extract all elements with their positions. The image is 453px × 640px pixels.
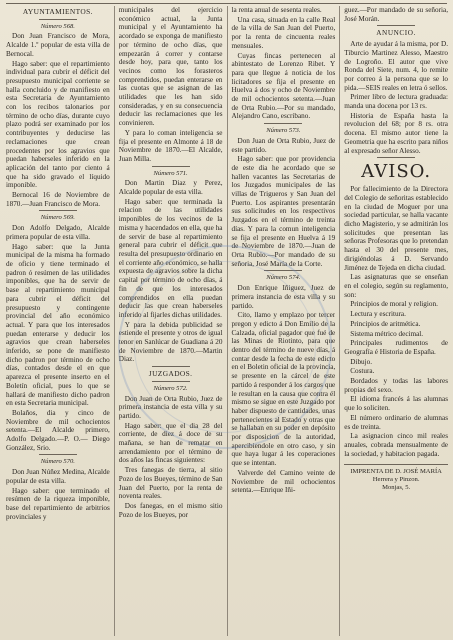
edict-text: Hago saber: que el repartimiento individual para cubrir el déficit del presupuesto municipal corriente se halla concluido y de manifiesto en esta Secretaria de Ayuntamiento con los recibos talonarios por término de ocho días, durante cuyo plazo podrá ser examinado por los contribuyentes y deducirse las reclamaciones que crean procedentes por los agravios que puedan haberseles inferido en la aplicación del tanto por ciento á que ha sido gravado el líquido imponible. [6,59,110,190]
edict-text: la renta anual de sesenta reales. [231,6,322,14]
aviso-subject: Lectura y escritura. [350,310,406,319]
aviso-text: Por fallecimiento de la Directora del Colegio de señoritas establecido en la ciudad de Moguer por una sociedad particular, se halla vacante dicho Magisterio, y se admitirán los solicitudes que presentan las señoras Profesoras que lo pretendan hasta el 30 del presente mes, dirigiéndolas á D. Servando Jiménez de Tejeda en dicha ciudad. [344,185,448,272]
aviso-subject: Principios de moral y religion. [350,300,438,309]
anuncio-text: Historia de España hasta la revolucion del 68; por 8 rs. otra docena. El mismo autor tiene la Geometria que ha escrito para niños al expresado señor Alesso. [344,111,448,155]
edict-text: Don Enrique Iñiguez, Juez de primera instancia de esta villa y su partido. [231,284,336,310]
aviso-subject: Sistema métrico decimal. [350,329,424,338]
aviso-subject: La asignacion cinco mil reales anuales, cobrada mensualmente de la sociedad, y habitacion pagada. [344,432,448,458]
divider [264,123,302,124]
edict-text: Cito, llamo y emplazo por tercer pregon y edicto á Don Emilio de la Calzada, oficial pagador que fué de las Minas de Riotinto, para que dentro del término de nueve días, á contar desde la fecha de este edicto en el Boletin oficial de la provincia, se presente en la cárcel de este partido á responder á los cargos que le resultan en la causa que contra él mismo se sigue en este Juzgado por haber dispuesto de cantidades, unas pertenecientes al Estado y otras que se hallaban en su poder en depósito por disposicion de la autoridad, apercibiendole en otro caso, y sin que haya lugar á les coperaciones que se intentan. [231,311,336,468]
anuncio-text: Arte de ayudar á la misma, por D. Tiburcio Martinez Alesso, Maestro de Logroño. El autor que vive Ronda del Siete, num. 4, lo remite por correo á la persona que se lo pida.—SEIS reales en letra ó sellos. [344,40,448,92]
aviso-subject: Principios de aritmética. [350,319,421,328]
aviso-subject: El número ordinario de alumnas es de treinta. [344,413,448,431]
edict-text: Don Adolfo Delgado, Alcalde primera popular de esta villa. [6,224,110,241]
edict-text: Don Martin Diaz y Perez, Alcalde popular de esta villa. [118,179,223,197]
aviso-subject: Principales rudimentos de Geografía é Historia de España. [344,339,448,356]
aviso-subject: Bordados y todas las labores propias del sexo. [344,377,448,394]
aviso-text: Las asignaturas que se enseñan en el colegio, según su reglamento, son: [344,273,448,299]
edict-text: Hago saber: que la Junta municipal de la misma ha formado de oficio y tiene terminado el padron ó resúmen de las utilidades imponibles, que ha de servir de base al repartimiento municipal para cubrir el déficit del presupuesto y contingente provincial del año económico actual. Y para que los interesados puedan enterarse y deducir los agravios que crean haberseles inferido, se pone de manifiesto dicho padron por término de ocho días, contados desde el en que aparezca el presente inserto en el Boletín oficial, pues lo que se hallará de manifiesto dicho padron en esta Secretaria municipal. [6,242,110,408]
edict-number: Número 569. [40,214,75,222]
column-3 [227,6,336,636]
section-title-ayuntamientos: AYUNTAMIENTOS. [22,7,93,16]
edict-text: Dos fanegas, en el mismo sitio Pozo de los Bueyes, por [118,501,223,519]
edict-text: Don Juan de Orta Rubio, Juez de este partido. [231,136,336,154]
anuncio-text: Primer libro de lectura graduada: manda una docena por 13 rs. [344,93,448,111]
column-4 [339,6,448,636]
edict-text: Don Juan de Orta Rubio, Juez de primera instancia de esta villa y su partido. [118,394,223,420]
edict-text: Y para lo coman inteligencia se fija el presente en Almonte á 18 de Noviembre de 1870.—El Alcalde, Juan Milla. [118,128,223,163]
divider [152,366,190,367]
edict-text: Tres fanegas de tierra, al sitio Pozo de los Bueyes, término de San Juan del Puerto, por la renta de noventa reales. [118,466,223,501]
columns [6,6,448,636]
edict-signature: Bolaños, dia y cinco de Noviembre de mil ochocientos setenta.—El Alcalde primero, Adolfo Delgado.—P. O.— Diego González, Srio. [6,408,110,452]
edict-text: Don Juan Francisco de Mora, Alcalde 1.º popular de esta villa de Bernocal. [6,32,110,58]
divider [39,210,77,211]
divider [152,166,190,167]
edict-number: Número 572. [153,384,188,392]
edict-number: Número 573. [266,127,301,135]
edict-text: Y para la debida publicidad se estiende el presente y otros de igual tenor en Sanlúcar de Guadiana á 20 de Noviembre de 1870.—Martin Diaz. [118,320,223,364]
edict-number: Número 571. [153,169,188,177]
edict-text: Valverde del Camino veinte de Noviembre de mil ochocientos setenta.—Enrique Iñi- [231,468,336,495]
printer-imprint [344,464,448,492]
section-title-juzgados: JUZGADOS. [148,369,193,379]
aviso-subject: El idioma francés á las alumnas que lo soliciten. [344,395,448,413]
imprint-line: IMPRENTA DE D. JOSÉ MARÍA Herrera y Pinzon. [350,468,442,484]
edict-text: Hago saber: que el dia 28 del corriente, de diez á doce de su mañana, se han de rematar en arrendamiento por el término de dos años las fincas siguientes: [118,421,223,465]
column-2 [114,6,223,636]
edict-number: Número 574. [266,274,301,282]
edict-text: Hago saber: que terminada la relacion de las utilidades imponibles de los vecinos de la misma y hacendados en ella, que ha de servir de base al repartimiento general para cubrir el déficit que resulta del presupuesto ordinario en el corriente año económico, se halla expuesta de agravios sobre la dicha capital por término de ocho días, á fin de que los interesados comprendidos en ella puedan deducir las que crean haberseles inferido al fijarles dichas utilidades. [118,197,223,319]
edict-number: Número 570. [40,458,75,466]
divider [264,270,302,271]
aviso-subject: Costura. [350,367,375,376]
edict-text: guez.—Por mandado de su señoria, José Morán. [344,6,448,23]
column-1 [6,6,110,636]
edict-text: Hago saber: que terminado el resúmen de la riqueza imponible, base del repartimiento de arbitrios provinciales y [6,486,110,521]
edict-text: Cuyas fincas pertenecen al abintestato de Lorenzo Ribet. Y para que llegue á noticia de los licitadores se fija el presente en Huelva á dos y ocho de Noviembre de mil ochocientos setenta.—Juan de Orta Rubio.—Por su mandado, Alejandro Cano, escribano. [231,51,336,121]
top-rule [6,3,447,4]
divider [377,25,415,26]
section-title-anuncio: ANUNCIO. [376,29,416,38]
edict-text: Hago saber: que por providencia de este dia he acordado que se hallen vacantes las Secretarias de los Juzgados municipales de las villas de Trigueros y San Juan del Puerto. Los aspirantes presentarán sus solicitudes en los respectivos Juzgados en el término de treinta días. Y para la comun inteligencia se fija el presente en Huelva á 19 de Noviembre de 1870.—Juan de Orta Rubio.—Por mandado de su señoria, José María de la Corte. [231,155,336,268]
aviso-title: AVISO. [361,161,432,183]
edict-text: municipales del ejercicio económico actual, la Junta municipal y el Ayuntamiento ha acordado se exponga de manifiesto por término de ocho días, que empezarán á correr y contarse desde hoy, para que, tanto los vecinos como los forasteros comprendidos, puedan enterarse en las cuotas que se asignan de las utilidades que les han sido consideradas, y en su consecuencia deducir las reclamaciones que les convinieren. [118,6,223,128]
edict-text: Una casa, situada en la calle Real de la villa de San Juan del Puerto, por la renta de cincuenta reales mensuales. [231,15,336,50]
divider [39,454,77,455]
divider [377,157,415,158]
edict-signature: Bernocal 16 de Noviembre de 1870.—Juan Francisco de Mora. [6,191,110,208]
edict-text: Don Juan Núñez Medina, Alcalde popular de esta villa. [6,468,110,485]
edict-number: Número 568. [40,22,75,30]
divider [152,381,190,382]
aviso-subject: Dibujo. [350,357,373,366]
divider [39,19,77,20]
imprint-address: Monjas, 5. [382,484,411,492]
